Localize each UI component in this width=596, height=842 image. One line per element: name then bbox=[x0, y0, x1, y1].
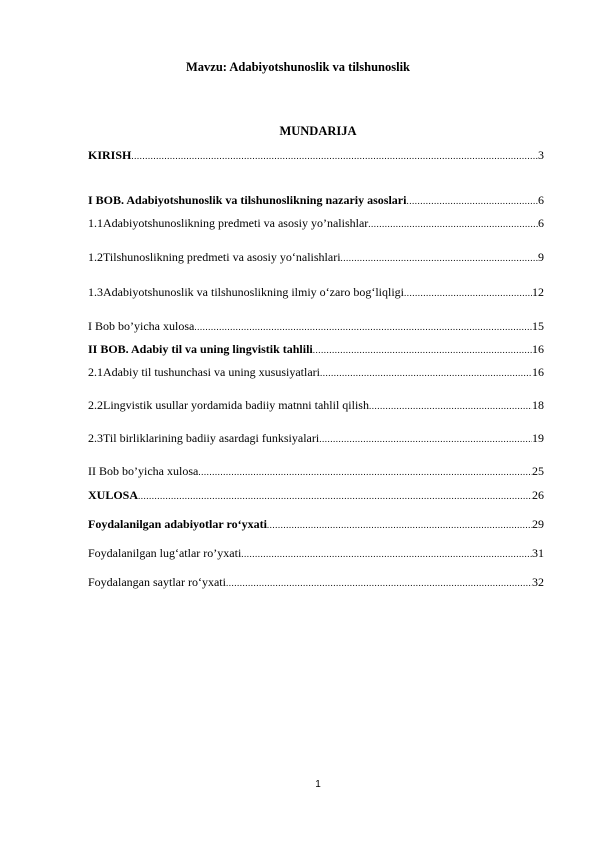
toc-entry-page: 16 bbox=[532, 365, 544, 379]
toc-entry-page: 12 bbox=[532, 285, 544, 299]
toc-entry bbox=[88, 574, 544, 590]
toc-leader-dots bbox=[406, 193, 538, 208]
toc-entry bbox=[88, 463, 544, 479]
toc-entry-page: 9 bbox=[538, 250, 544, 264]
toc-entry-text: XULOSA bbox=[88, 488, 139, 502]
toc-entry-page: 25 bbox=[532, 464, 544, 478]
toc-entry bbox=[88, 516, 544, 532]
toc-entry-page: 29 bbox=[532, 517, 544, 531]
toc-entry bbox=[88, 341, 544, 357]
toc-entry-text: Foydalanilgan lug‘atlar ro’yxati bbox=[88, 546, 242, 560]
toc-entry-page: 6 bbox=[538, 216, 544, 230]
toc-entry-page: 19 bbox=[532, 431, 544, 445]
toc-entry bbox=[88, 545, 544, 561]
toc-entry bbox=[88, 318, 544, 334]
toc-entry-page: 3 bbox=[538, 148, 544, 162]
toc-leader-dots bbox=[320, 365, 532, 380]
toc-leader-dots bbox=[198, 464, 532, 479]
toc-leader-dots bbox=[194, 319, 532, 334]
toc-entry-page: 16 bbox=[532, 342, 544, 356]
toc-entry-page: 32 bbox=[532, 575, 544, 589]
toc-entry-text: 1.2Tilshunoslikning predmeti va asosiy yo‘nalishlari bbox=[88, 250, 341, 264]
toc-leader-dots bbox=[369, 398, 532, 413]
toc-entry bbox=[88, 397, 544, 413]
toc-entry-text: 1.3Adabiyotshunoslik va tilshunoslikning ilmiy o‘zaro bog‘liqligi bbox=[88, 285, 404, 299]
toc-entry bbox=[88, 147, 544, 163]
toc-entry-page: 18 bbox=[532, 398, 544, 412]
toc-heading: MUNDARIJA bbox=[279, 124, 357, 138]
table-of-contents bbox=[88, 0, 544, 842]
toc-entry-page: 6 bbox=[538, 193, 544, 207]
toc-leader-dots bbox=[313, 342, 532, 357]
toc-entry-text: I Bob bo’yicha xulosa bbox=[88, 319, 195, 333]
toc-entry-text: 2.1Adabiy til tushunchasi va uning xususiyatlari bbox=[88, 365, 320, 379]
toc-leader-dots bbox=[226, 575, 532, 590]
toc-entry-text: KIRISH bbox=[88, 148, 132, 162]
toc-entry bbox=[88, 430, 544, 446]
toc-leader-dots bbox=[131, 148, 538, 163]
toc-leader-dots bbox=[319, 431, 532, 446]
toc-entry-text: Foydalanilgan adabiyotlar ro‘yxati bbox=[88, 517, 267, 531]
toc-leader-dots bbox=[138, 488, 532, 503]
toc-entry-text: 1.1Adabiyotshunoslikning predmeti va asosiy yo’nalishlar bbox=[88, 216, 369, 230]
toc-entry-text: II BOB. Adabiy til va uning lingvistik tahlili bbox=[88, 342, 313, 356]
toc-leader-dots bbox=[241, 546, 532, 561]
toc-entry-page: 31 bbox=[532, 546, 544, 560]
toc-entry bbox=[88, 364, 544, 380]
toc-leader-dots bbox=[404, 285, 532, 300]
toc-entry-page: 26 bbox=[532, 488, 544, 502]
toc-entry-page: 15 bbox=[532, 319, 544, 333]
toc-leader-dots bbox=[341, 250, 538, 265]
page-number: 1 bbox=[315, 779, 321, 790]
toc-entry-text: II Bob bo’yicha xulosa bbox=[88, 464, 199, 478]
toc-entry-text: 2.3Til birliklarining badiiy asardagi funksiyalari bbox=[88, 431, 320, 445]
toc-entry bbox=[88, 284, 544, 300]
toc-entry bbox=[88, 192, 544, 208]
toc-entry-text: 2.2Lingvistik usullar yordamida badiiy matnni tahlil qilish bbox=[88, 398, 369, 412]
toc-entry-text: Foydalangan saytlar ro‘yxati bbox=[88, 575, 226, 589]
toc-entry bbox=[88, 487, 544, 503]
document-title: Mavzu: Adabiyotshunoslik va tilshunoslik bbox=[185, 60, 411, 74]
toc-entry bbox=[88, 215, 544, 231]
toc-leader-dots bbox=[267, 517, 532, 532]
toc-entry-text: I BOB. Adabiyotshunoslik va tilshunoslikning nazariy asoslari bbox=[88, 193, 407, 207]
toc-leader-dots bbox=[368, 216, 538, 231]
toc-entry bbox=[88, 249, 544, 265]
